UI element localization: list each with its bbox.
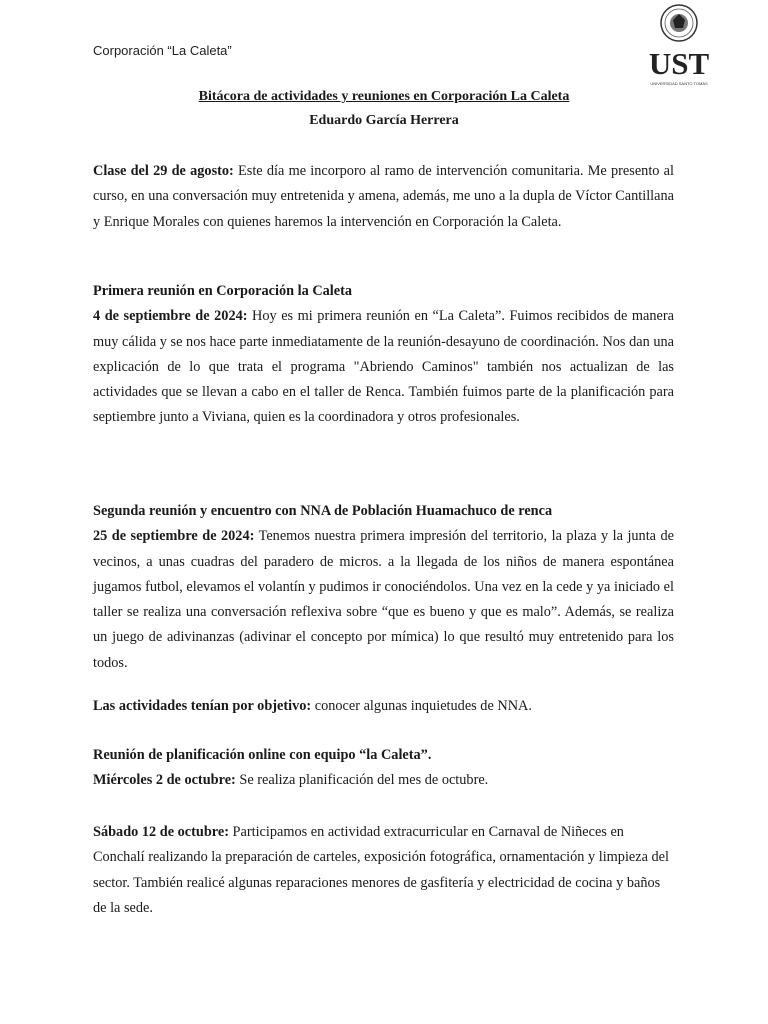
text-clase-agosto: Este día me incorporo al ramo de intervención comunitaria. Me presento al curso, en una conversación muy entretenida y amena, además, me uno a la dupla de Víctor Cantillana y Enrique Morales con quienes haremos la intervención en Corporación la Caleta.: [93, 163, 674, 230]
organization-header: Corporación “La Caleta”: [93, 43, 232, 58]
label-12-octubre: Sábado 12 de octubre:: [93, 824, 229, 840]
university-seal-icon: [644, 4, 716, 88]
label-4-septiembre: 4 de septiembre de 2024:: [93, 308, 248, 325]
label-objetivo: Las actividades tenían por objetivo:: [93, 698, 312, 714]
logo-text: UST: [648, 46, 710, 81]
section-segunda-reunion: [93, 499, 674, 676]
text-objetivo: conocer algunas inquietudes de NNA.: [311, 698, 532, 714]
heading-segunda-reunion: Segunda reunión y encuentro con NNA de Población Huamachuco de renca: [93, 503, 553, 519]
document-title: Bitácora de actividades y reuniones en Corporación La Caleta: [198, 89, 570, 104]
text-25-septiembre: Tenemos nuestra primera impresión del territorio, la plaza y la junta de vecinos, a unas cuadras del paradero de micros. a la llegada de los niños de manera espontánea jugamos futbol, elevamos el volantín y pudimos ir conociéndolos. Una vez en la cede y ya iniciado el taller se realiza una conversación reflexiva sobre “que es bueno y que es malo”. Además, se realiza un juego de adivinanzas (adivinar el concepto por mímica) lo que resultó muy entretenido para los todos.: [93, 528, 674, 671]
paragraph-clase-agosto: [93, 159, 674, 235]
paragraph-objetivo: [93, 694, 674, 719]
label-25-septiembre: 25 de septiembre de 2024:: [93, 528, 255, 545]
paragraph-12-octubre: [93, 820, 674, 921]
heading-primera-reunion: Primera reunión en Corporación la Caleta: [93, 283, 353, 299]
document-author: Eduardo García Herrera: [309, 113, 459, 128]
text-2-octubre: Se realiza planificación del mes de octubre.: [235, 772, 489, 789]
label-clase-agosto: Clase del 29 de agosto:: [93, 163, 234, 179]
logo-subtext: UNIVERSIDAD SANTO TOMÁS: [650, 81, 708, 86]
heading-planificacion: Reunión de planificación online con equipo “la Caleta”.: [93, 747, 432, 763]
label-2-octubre: Miércoles 2 de octubre:: [93, 772, 236, 789]
text-4-septiembre: Hoy es mi primera reunión en “La Caleta”. Fuimos recibidos de manera muy cálida y se nos hace parte inmediatamente de la reunión-desayuno de coordinación. Nos dan una explicación de lo que trata el programa "Abriendo Caminos" también nos actualizan de las actividades que se llevan a cabo en el taller de Renca. También fuimos parte de la planificación para septiembre junto a Viviana, quien es la coordinadora y otros profesionales.: [93, 308, 674, 426]
text-12-octubre: Participamos en actividad extracurricular en Carnaval de Niñeces en Conchalí realizando la preparación de carteles, exposición fotográfica, ornamentación y limpieza del sector. También realicé algunas reparaciones menores de gasfitería y electricidad de cocina y baños de la sede.: [93, 824, 669, 916]
section-reunion-planificacion: [93, 743, 674, 794]
ust-logo: [644, 4, 716, 88]
section-primera-reunion: [93, 279, 674, 431]
